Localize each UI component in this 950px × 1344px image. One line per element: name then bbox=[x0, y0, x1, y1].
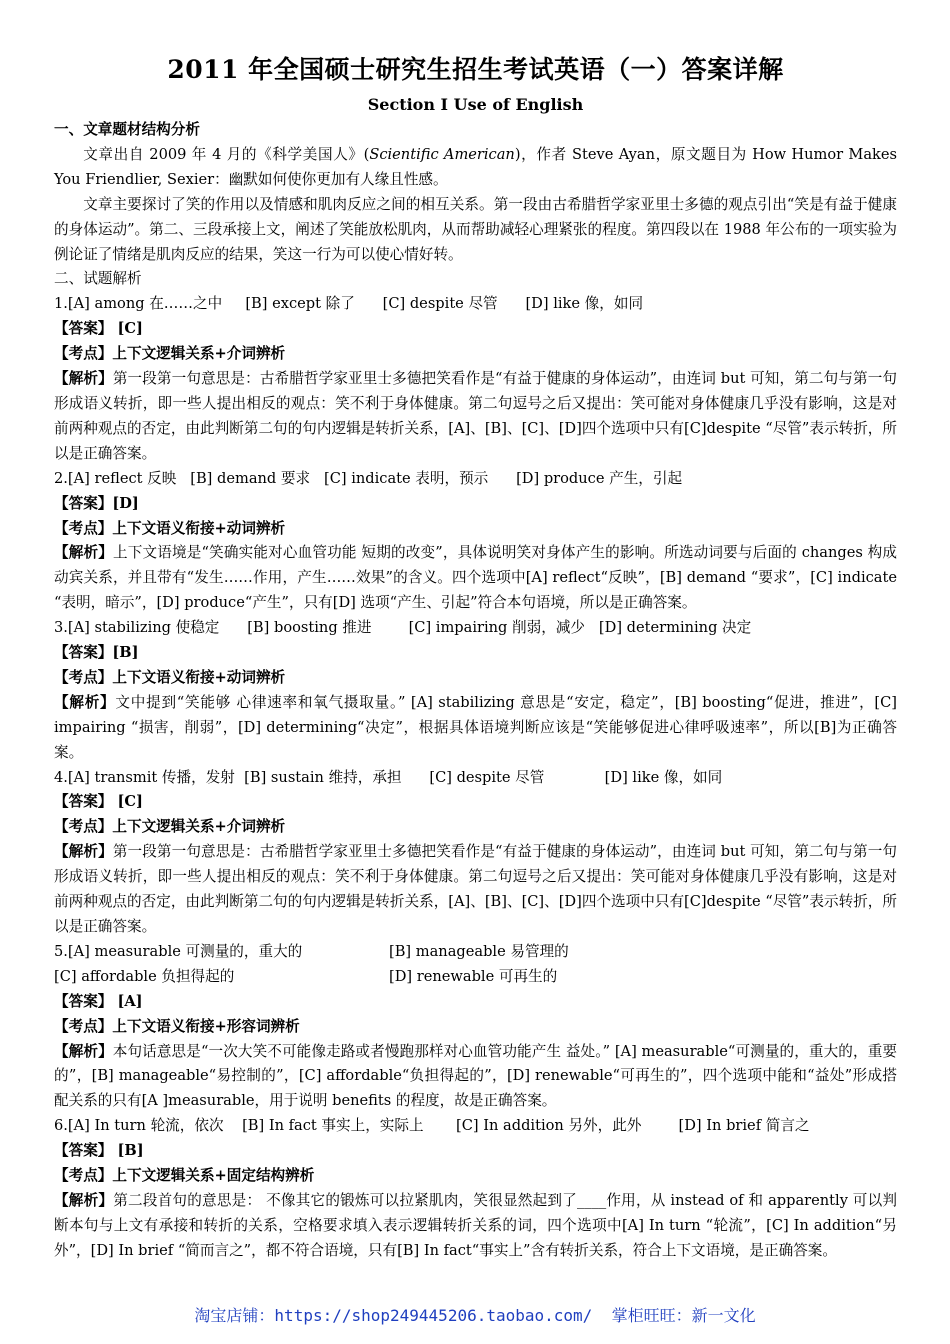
question-5-options-row-2 bbox=[54, 965, 897, 990]
part1-p1-pre: 文章出自 2009 年 4 月的《科学美国人》( bbox=[83, 145, 370, 163]
question-4-point: 【考点】上下文逻辑关系+介词辨析 bbox=[54, 818, 286, 836]
section-title: Section I Use of English bbox=[367, 95, 584, 114]
question-6-answer: 【答案】 [B] bbox=[54, 1142, 144, 1160]
question-1-answer: 【答案】 [C] bbox=[54, 320, 143, 338]
question-3-point: 【考点】上下文语义衔接+动词辨析 bbox=[54, 668, 286, 686]
analysis-text: 本句话意思是“一次大笑不可能像走路或者慢跑那样对心血管功能产生 益处。” [A] measurable“可测量的，重大的，重要的”，[B] manageable“易控制的”，[C] affordable“负担得起的”，[D] renewable“可再生的”，四个选项中能和“益处”形成搭配关系的只有[A ]measurable，用于说明 benefits 的程度，故是正确答案。 bbox=[54, 1042, 897, 1110]
option-d: [D] renewable 可再生的 bbox=[389, 967, 558, 985]
analysis-text: 文中提到“笑能够 心律速率和氧气摄取量。” [A] stabilizing 意思是“安定，稳定”，[B] boosting“促进，推进”，[C] impairing “损害，削弱”，[D] determining“决定”，根据具体语境判断应该是“笑能够促进心律呼吸速率”，所以[B]为正确答案。 bbox=[54, 693, 897, 761]
page-title: 2011 年全国硕士研究生招生考试英语（一）答案详解 bbox=[167, 55, 784, 84]
question-2-point: 【考点】上下文语义衔接+动词辨析 bbox=[54, 519, 286, 537]
analysis-label: 【解析】 bbox=[54, 370, 113, 388]
journal-name: Scientific American bbox=[369, 145, 515, 163]
analysis-label: 【解析】 bbox=[54, 1191, 114, 1209]
analysis-label: 【解析】 bbox=[54, 544, 114, 562]
analysis-text: 第二段首句的意思是： 不像其它的锻炼可以拉紧肌肉，笑很显然起到了____作用，从 instead of 和 apparently 可以判断本句与上文有承接和转折的关系，空格要求填入表示逻辑转折关系的词，四个选项中[A] In turn “轮流”，[C] In addition“另外”，[D] In brief “简而言之”，都不符合语境，只有[B] In fact“事实上”含有转折关系，符合上下文语境，是正确答案。 bbox=[54, 1191, 897, 1259]
question-2-answer: 【答案】[D] bbox=[54, 494, 139, 512]
question-5-answer: 【答案】 [A] bbox=[54, 992, 143, 1010]
analysis-label: 【解析】 bbox=[54, 693, 116, 711]
question-1-options: 1.[A] among 在……之中 [B] except 除了 [C] despite 尽管 [D] like 像，如同 bbox=[54, 295, 644, 313]
part1-paragraph-1 bbox=[54, 143, 897, 193]
question-4-options: 4.[A] transmit 传播，发射 [B] sustain 维持，承担 [C] despite 尽管 [D] like 像，如同 bbox=[54, 768, 723, 786]
question-2-options: 2.[A] reflect 反映 [B] demand 要求 [C] indicate 表明，预示 [D] produce 产生，引起 bbox=[54, 469, 683, 487]
footer-shop-link[interactable]: 淘宝店铺：https://shop249445206.taobao.com/ 掌柜旺旺：新一文化 bbox=[194, 1306, 756, 1325]
analysis-label: 【解析】 bbox=[54, 843, 113, 861]
question-1-analysis bbox=[54, 367, 897, 467]
question-3-answer: 【答案】[B] bbox=[54, 644, 139, 662]
analysis-text: 第一段第一句意思是：古希腊哲学家亚里士多德把笑看作是“有益于健康的身体运动”，由连词 but 可知，第二句与第一句形成语义转折，即一些人提出相反的观点：笑不利于身体健康。第二句逗号之后又提出：笑可能对身体健康几乎没有影响，这是对前两种观点的否定，由此判断第二句的句内逻辑是转折关系，[A]、[B]、[C]、[D]四个选项中只有[C]despite “尽管”表示转折，所以是正确答案。 bbox=[54, 843, 897, 935]
analysis-text: 上下文语境是“笑确实能对心血管功能 短期的改变”，具体说明笑对身体产生的影响。所选动词要与后面的 changes 构成动宾关系，并且带有“发生……作用，产生……效果”的含义。四个选项中[A] reflect“反映”，[B] demand “要求”，[C] indicate “表明，暗示”，[D] produce“产生”，只有[D] 选项“产生、引起”符合本句语境，所以是正确答案。 bbox=[54, 544, 897, 612]
question-4-answer: 【答案】 [C] bbox=[54, 793, 143, 811]
question-4-analysis bbox=[54, 840, 897, 940]
question-6-analysis bbox=[54, 1189, 897, 1264]
question-5-point: 【考点】上下文语义衔接+形容词辨析 bbox=[54, 1017, 300, 1035]
question-1-point: 【考点】上下文逻辑关系+介词辨析 bbox=[54, 345, 286, 363]
option-c: [C] affordable 负担得起的 bbox=[54, 967, 235, 985]
question-5-options-row-1 bbox=[54, 940, 897, 965]
option-a: 5.[A] measurable 可测量的，重大的 bbox=[54, 942, 303, 960]
part1-paragraph-2: 文章主要探讨了笑的作用以及情感和肌肉反应之间的相互关系。第一段由古希腊哲学家亚里士多德的观点引出“笑是有益于健康的身体运动”。第二、三段承接上文，阐述了笑能放松肌肉，从而帮助减轻心理紧张的程度。第四段以在 1988 年公布的一项实验为例论证了情绪是肌肉反应的结果，笑这一行为可以使心情好转。 bbox=[54, 195, 897, 263]
part1-p1-post: )，作者 Steve Ayan，原文题目为 How Humor Makes You Friendlier, Sexier：幽默如何使你更加有人缘且性感。 bbox=[54, 145, 897, 188]
question-6-point: 【考点】上下文逻辑关系+固定结构辨析 bbox=[54, 1167, 315, 1185]
option-b: [B] manageable 易管理的 bbox=[389, 942, 569, 960]
analysis-text: 第一段第一句意思是：古希腊哲学家亚里士多德把笑看作是“有益于健康的身体运动”，由连词 but 可知，第二句与第一句形成语义转折，即一些人提出相反的观点：笑不利于身体健康。第二句逗号之后又提出：笑可能对身体健康几乎没有影响，这是对前两种观点的否定，由此判断第二句的句内逻辑是转折关系，[A]、[B]、[C]、[D]四个选项中只有[C]despite “尽管”表示转折，所以是正确答案。 bbox=[54, 370, 897, 462]
question-3-analysis bbox=[54, 691, 897, 766]
part2-heading: 二、试题解析 bbox=[54, 270, 142, 288]
question-2-analysis bbox=[54, 541, 897, 616]
document-body bbox=[54, 118, 897, 1264]
question-5-analysis bbox=[54, 1040, 897, 1115]
document-page bbox=[54, 52, 897, 1264]
question-6-options: 6.[A] In turn 轮流，依次 [B] In fact 事实上，实际上 [C] In addition 另外，此外 [D] In brief 简言之 bbox=[54, 1117, 810, 1135]
part1-heading: 一、文章题材结构分析 bbox=[54, 121, 200, 138]
question-3-options: 3.[A] stabilizing 使稳定 [B] boosting 推进 [C] impairing 削弱，减少 [D] determining 决定 bbox=[54, 619, 752, 637]
analysis-label: 【解析】 bbox=[54, 1042, 113, 1060]
